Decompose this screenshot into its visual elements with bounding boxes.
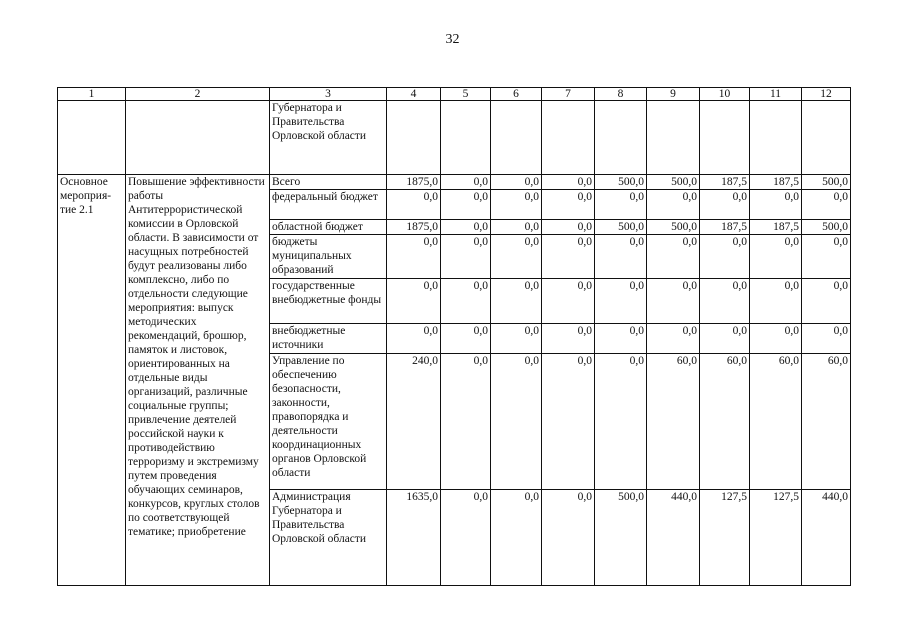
header-cell: 5 [441,88,491,101]
amount-cell: 0,0 [542,354,595,490]
amount-cell: 127,5 [700,490,750,586]
amount-cell: 187,5 [750,220,802,235]
header-cell: 12 [802,88,851,101]
amount-cell: 0,0 [542,279,595,324]
amount-cell: 0,0 [700,235,750,279]
header-row [58,88,851,101]
funding-source: Всего [270,175,387,190]
amount-cell: 0,0 [700,190,750,220]
header-cell: 7 [542,88,595,101]
amount-cell: 500,0 [595,220,647,235]
header-cell: 2 [126,88,270,101]
amount-cell: 0,0 [441,279,491,324]
amount-cell: 0,0 [441,354,491,490]
amount-cell: 0,0 [750,235,802,279]
amount-cell: 127,5 [750,490,802,586]
funding-source: внебюджетные источники [270,324,387,354]
header-cell: 9 [647,88,700,101]
amount-cell: 440,0 [647,490,700,586]
amount-cell: 0,0 [387,324,441,354]
amount-cell: 60,0 [647,354,700,490]
header-cell: 10 [700,88,750,101]
amount-cell: 0,0 [647,190,700,220]
amount-cell: 0,0 [802,324,851,354]
funding-source: государственные внебюджетные фонды [270,279,387,324]
funding-source: федеральный бюджет [270,190,387,220]
header-cell: 1 [58,88,126,101]
amount-cell: 240,0 [387,354,441,490]
amount-cell: 0,0 [542,324,595,354]
amount-cell: 60,0 [802,354,851,490]
measure-code: Основное мероприя-тие 2.1 [58,175,126,586]
amount-cell: 0,0 [700,324,750,354]
amount-cell: 0,0 [595,354,647,490]
header-cell: 3 [270,88,387,101]
source-cell: Губернатора и Правительства Орловской области [270,101,387,175]
amount-cell: 187,5 [700,175,750,190]
funding-source: Управление по обеспечению безопасности, законности, правопорядка и деятельности координационных органов Орловской области [270,354,387,490]
amount-cell: 0,0 [441,175,491,190]
amount-cell: 0,0 [802,190,851,220]
funding-source: Администрация Губернатора и Правительства Орловской области [270,490,387,586]
amount-cell: 0,0 [491,279,542,324]
amount-cell: 0,0 [647,324,700,354]
amount-cell: 0,0 [595,324,647,354]
amount-cell: 0,0 [491,354,542,490]
funding-source: областной бюджет [270,220,387,235]
amount-cell: 0,0 [750,190,802,220]
amount-cell: 500,0 [647,220,700,235]
amount-cell: 0,0 [802,279,851,324]
header-cell: 6 [491,88,542,101]
amount-cell: 1875,0 [387,220,441,235]
amount-cell: 0,0 [595,279,647,324]
amount-cell: 0,0 [441,490,491,586]
amount-cell: 0,0 [491,175,542,190]
header-cell: 8 [595,88,647,101]
amount-cell: 0,0 [700,279,750,324]
amount-cell: 0,0 [441,324,491,354]
amount-cell: 0,0 [542,220,595,235]
amount-cell: 0,0 [387,235,441,279]
amount-cell: 0,0 [491,490,542,586]
amount-cell: 0,0 [595,235,647,279]
amount-cell: 0,0 [542,175,595,190]
amount-cell: 0,0 [491,235,542,279]
budget-row [58,175,851,190]
amount-cell: 0,0 [595,190,647,220]
budget-table [57,87,851,586]
header-cell: 4 [387,88,441,101]
amount-cell: 500,0 [802,220,851,235]
amount-cell: 0,0 [802,235,851,279]
amount-cell: 60,0 [750,354,802,490]
amount-cell: 1635,0 [387,490,441,586]
amount-cell: 0,0 [542,235,595,279]
amount-cell: 187,5 [750,175,802,190]
continuation-row [58,101,851,175]
amount-cell: 0,0 [647,279,700,324]
cell-col2 [126,101,270,175]
amount-cell: 1875,0 [387,175,441,190]
cell-col1 [58,101,126,175]
amount-cell: 0,0 [491,220,542,235]
amount-cell: 0,0 [491,190,542,220]
header-cell: 11 [750,88,802,101]
amount-cell: 500,0 [802,175,851,190]
amount-cell: 0,0 [750,279,802,324]
amount-cell: 187,5 [700,220,750,235]
amount-cell: 0,0 [647,235,700,279]
amount-cell: 500,0 [595,490,647,586]
page-number: 32 [445,32,460,47]
amount-cell: 500,0 [647,175,700,190]
amount-cell: 0,0 [542,190,595,220]
amount-cell: 0,0 [441,220,491,235]
amount-cell: 60,0 [700,354,750,490]
amount-cell: 0,0 [750,324,802,354]
amount-cell: 0,0 [387,190,441,220]
amount-cell: 440,0 [802,490,851,586]
funding-source: бюджеты муниципальных образований [270,235,387,279]
amount-cell: 0,0 [441,235,491,279]
amount-cell: 0,0 [441,190,491,220]
measure-description: Повышение эффективности работы Антитеррористической комиссии в Орловской области. В зависимости от насущных потребностей будут реализованы либо комплексно, либо по отдельности следующие мероприятия: выпуск методических рекомендаций, брошюр, памяток и листовок, ориентированных на отдельные виды организаций, различные социальные группы; привлечение деятелей российской науки к противодействию терроризму и экстремизму путем проведения обучающих семинаров, конкурсов, круглых столов по соответствующей тематике; приобретение [126,175,270,586]
amount-cell: 0,0 [542,490,595,586]
amount-cell: 500,0 [595,175,647,190]
amount-cell: 0,0 [491,324,542,354]
amount-cell: 0,0 [387,279,441,324]
